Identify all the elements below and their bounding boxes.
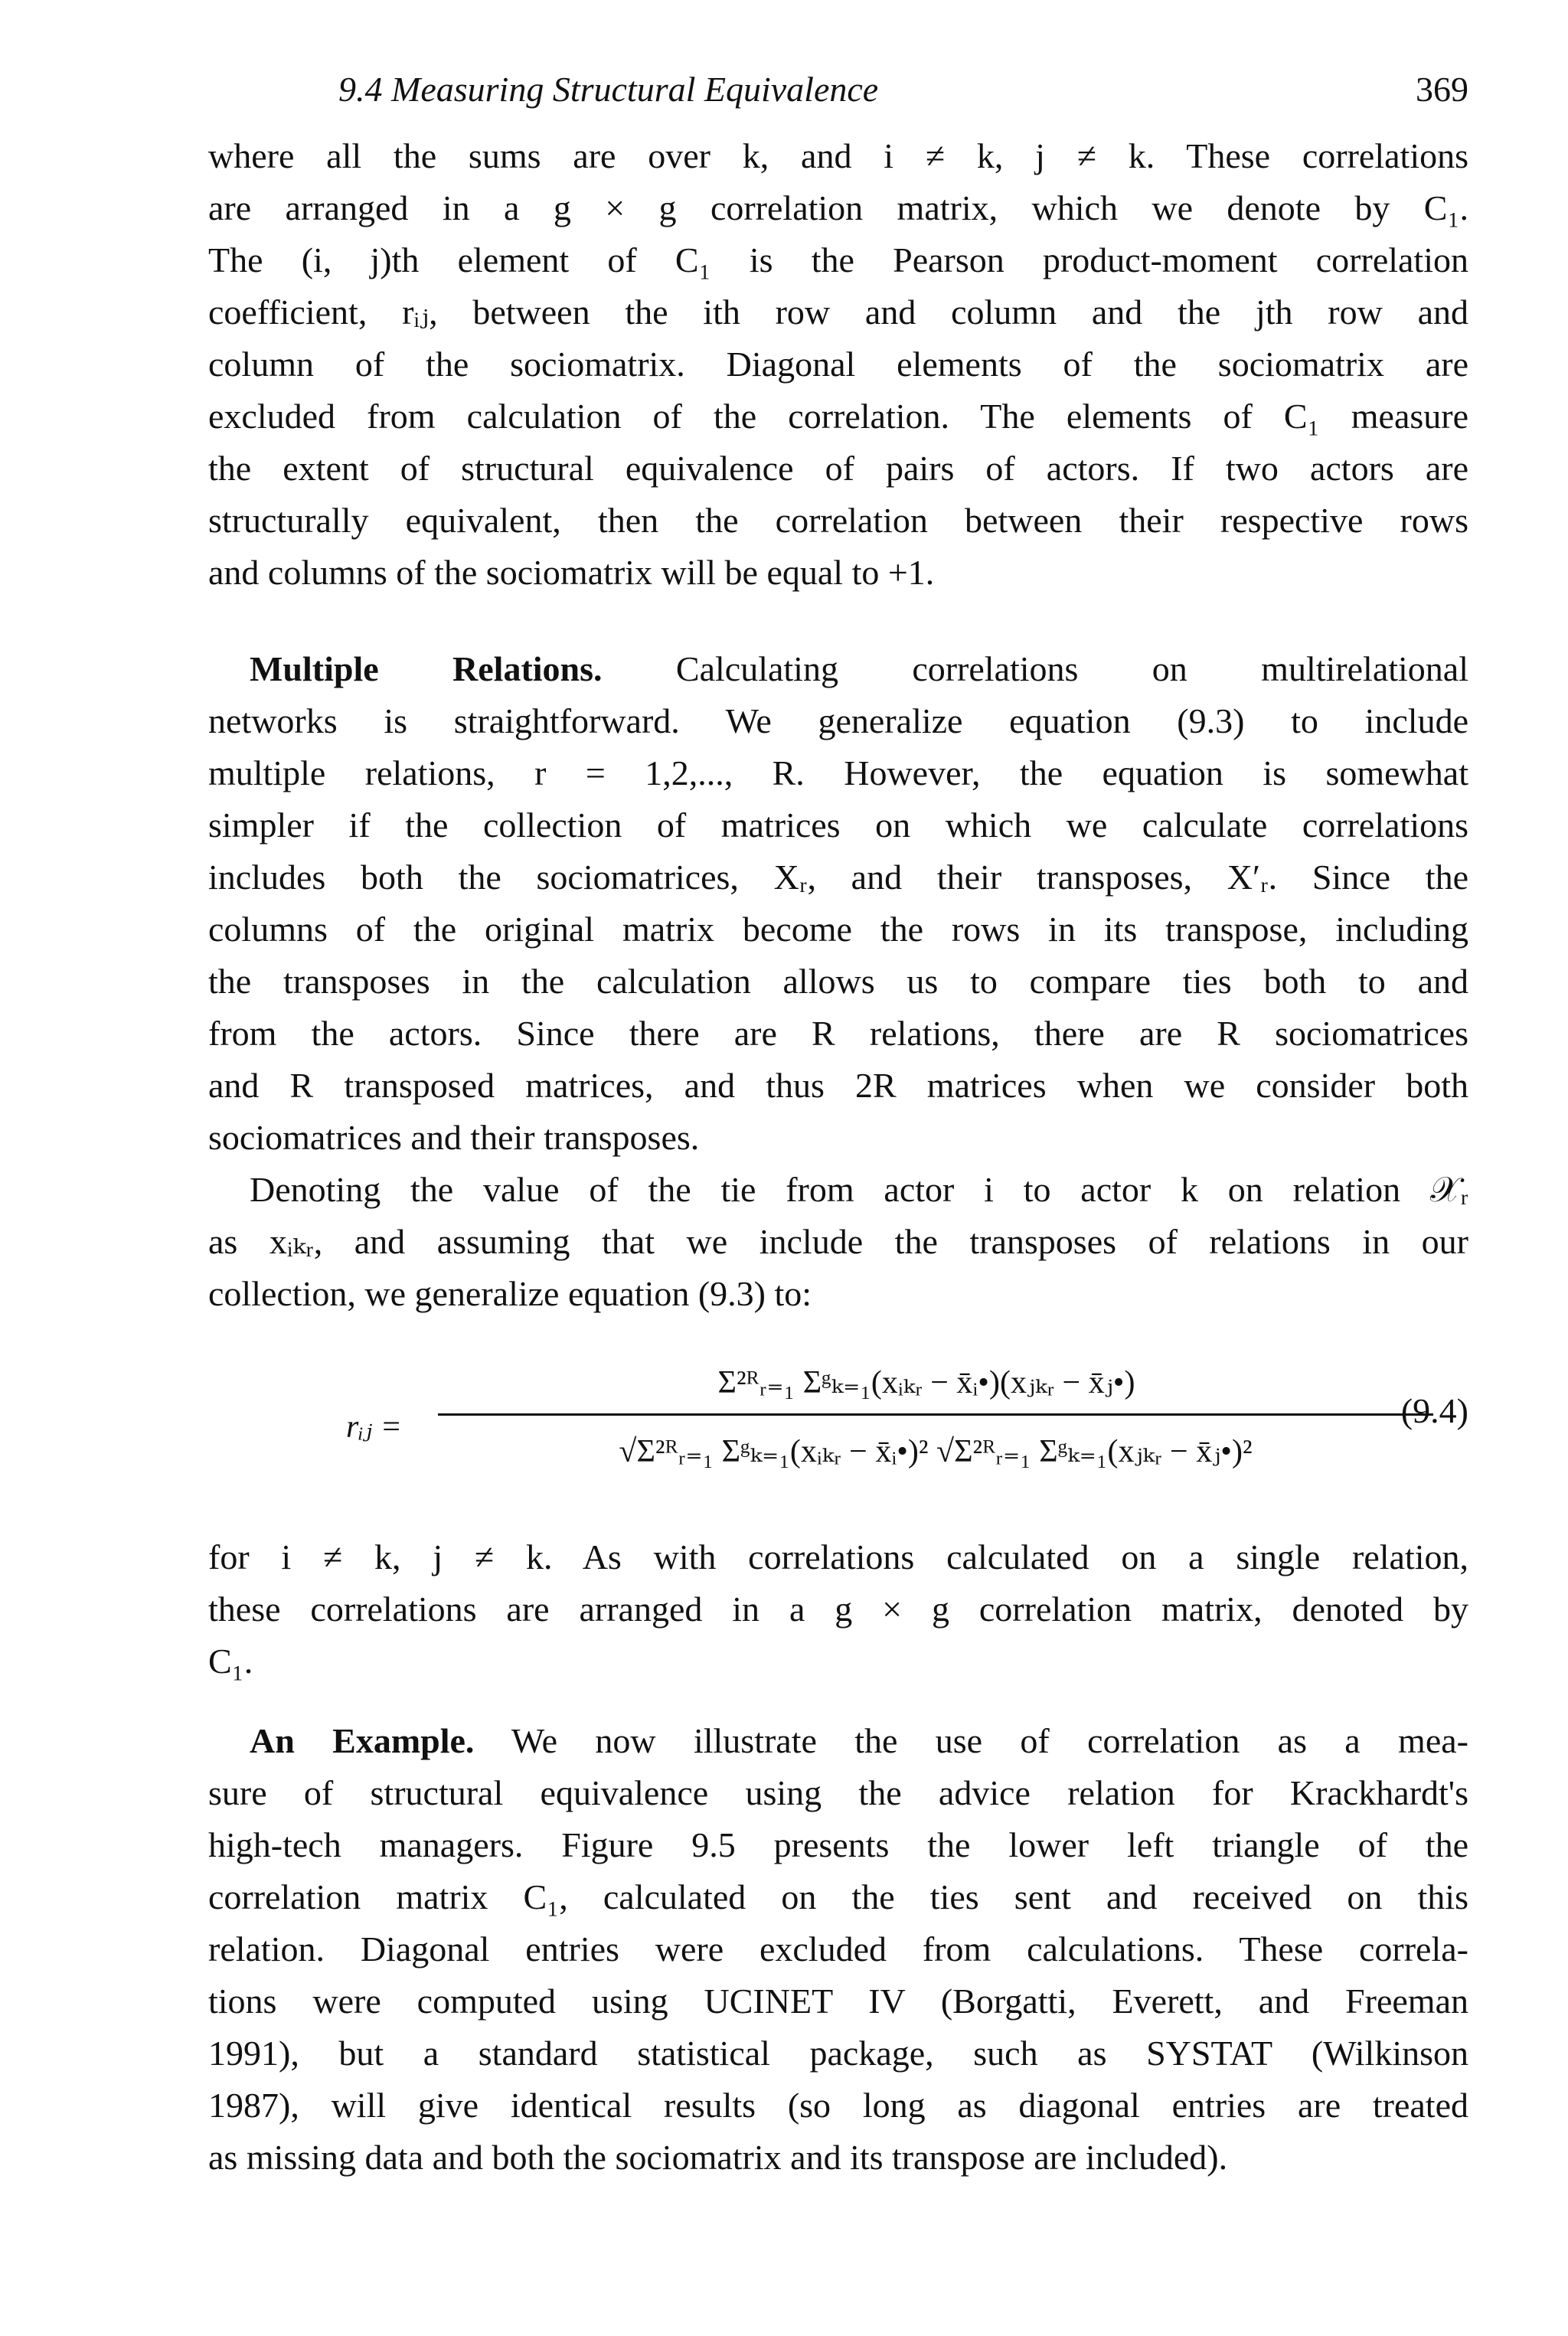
text-line: as missing data and both the sociomatrix and its transpose are included). (208, 2138, 1228, 2177)
text-line: from the actors. Since there are R relations, there are R sociomatrices (208, 1014, 1468, 1053)
text-line: relation. Diagonal entries were excluded from calculations. These correla- (208, 1929, 1468, 1968)
text-line: The (i, j)th element of C₁ is the Pearson product-moment correlation (208, 240, 1468, 279)
text-line: correlation matrix C₁, calculated on the ties sent and received on this (208, 1877, 1468, 1916)
text-line: column of the sociomatrix. Diagonal elements of the sociomatrix are (208, 345, 1468, 384)
text-line: these correlations are arranged in a g × g correlation matrix, denoted by (208, 1589, 1468, 1629)
text-line: networks is straightforward. We generalize equation (9.3) to include (208, 701, 1468, 740)
text-line: includes both the sociomatrices, Xᵣ, and their transposes, X′ᵣ. Since the (208, 858, 1468, 897)
text-line: sure of structural equivalence using the advice relation for Krackhardt's (208, 1773, 1468, 1812)
equation-numerator: Σ²ᴿᵣ₌₁ Σᵍₖ₌₁(xᵢₖᵣ − x̄ᵢ•)(xⱼₖᵣ − x̄ⱼ•) (717, 1365, 1135, 1400)
paragraph-for-i-not-k (208, 1531, 1468, 1687)
text-line: collection, we generalize equation (9.3) to: (208, 1274, 812, 1313)
text-line (208, 1715, 1468, 1767)
text-line: C₁. (208, 1642, 253, 1681)
equation-9-4 (208, 1348, 1468, 1524)
text-fragment: We now illustrate the use of correlation as a mea- (474, 1721, 1468, 1760)
text-line: excluded from calculation of the correlation. The elements of C₁ measure (208, 397, 1468, 436)
section-heading-multiple-relations: Multiple Relations. (250, 649, 603, 688)
text-line: Denoting the value of the tie from actor i to actor k on relation 𝒳ᵣ (250, 1170, 1468, 1209)
equation-lhs: rᵢⱼ = (346, 1410, 402, 1445)
page-number: 369 (1416, 70, 1468, 109)
text-line: where all the sums are over k, and i ≠ k, j ≠ k. These correlations (208, 136, 1468, 175)
text-line: high-tech managers. Figure 9.5 presents the lower left triangle of the (208, 1825, 1468, 1864)
text-line (208, 643, 1468, 695)
paragraph-an-example (208, 1715, 1468, 2184)
text-line: the extent of structural equivalence of pairs of actors. If two actors are (208, 449, 1468, 488)
fraction-bar (438, 1413, 1433, 1416)
equation-denominator: √Σ²ᴿᵣ₌₁ Σᵍₖ₌₁(xᵢₖᵣ − x̄ᵢ•)² √Σ²ᴿᵣ₌₁ Σᵍₖ₌₁(xⱼₖᵣ − x̄ⱼ•)² (619, 1434, 1253, 1469)
text-line: simpler if the collection of matrices on which we calculate correlations (208, 805, 1468, 845)
section-heading-an-example: An Example. (250, 1721, 475, 1760)
paragraph-correlation-matrix (208, 130, 1468, 599)
text-line: coefficient, rᵢⱼ, between the ith row and column and the jth row and (208, 292, 1468, 332)
text-line: as xᵢₖᵣ, and assuming that we include the transposes of relations in our (208, 1222, 1468, 1261)
text-line: are arranged in a g × g correlation matrix, which we denote by C₁. (208, 188, 1468, 227)
text-line: 1991), but a standard statistical package, such as SYSTAT (Wilkinson (208, 2034, 1468, 2073)
text-line: for i ≠ k, j ≠ k. As with correlations calculated on a single relation, (208, 1537, 1468, 1576)
text-line: sociomatrices and their transposes. (208, 1118, 700, 1157)
running-head-title: 9.4 Measuring Structural Equivalence (338, 70, 879, 109)
paragraph-multiple-relations (208, 643, 1468, 1164)
text-fragment: Calculating correlations on multirelational (602, 649, 1468, 688)
text-line: tions were computed using UCINET IV (Borgatti, Everett, and Freeman (208, 1982, 1468, 2021)
equation-number: (9.4) (1400, 1391, 1468, 1430)
text-line: the transposes in the calculation allows us to compare ties both to and (208, 962, 1468, 1001)
paragraph-denoting (208, 1164, 1468, 1320)
text-line: 1987), will give identical results (so long as diagonal entries are treated (208, 2086, 1468, 2125)
running-head (208, 63, 1468, 116)
text-line: columns of the original matrix become the rows in its transpose, including (208, 910, 1468, 949)
text-line: structurally equivalent, then the correlation between their respective rows (208, 501, 1468, 540)
text-line: and columns of the sociomatrix will be equal to +1. (208, 553, 935, 592)
text-line: and R transposed matrices, and thus 2R matrices when we consider both (208, 1066, 1468, 1105)
text-line: multiple relations, r = 1,2,..., R. However, the equation is somewhat (208, 753, 1468, 792)
